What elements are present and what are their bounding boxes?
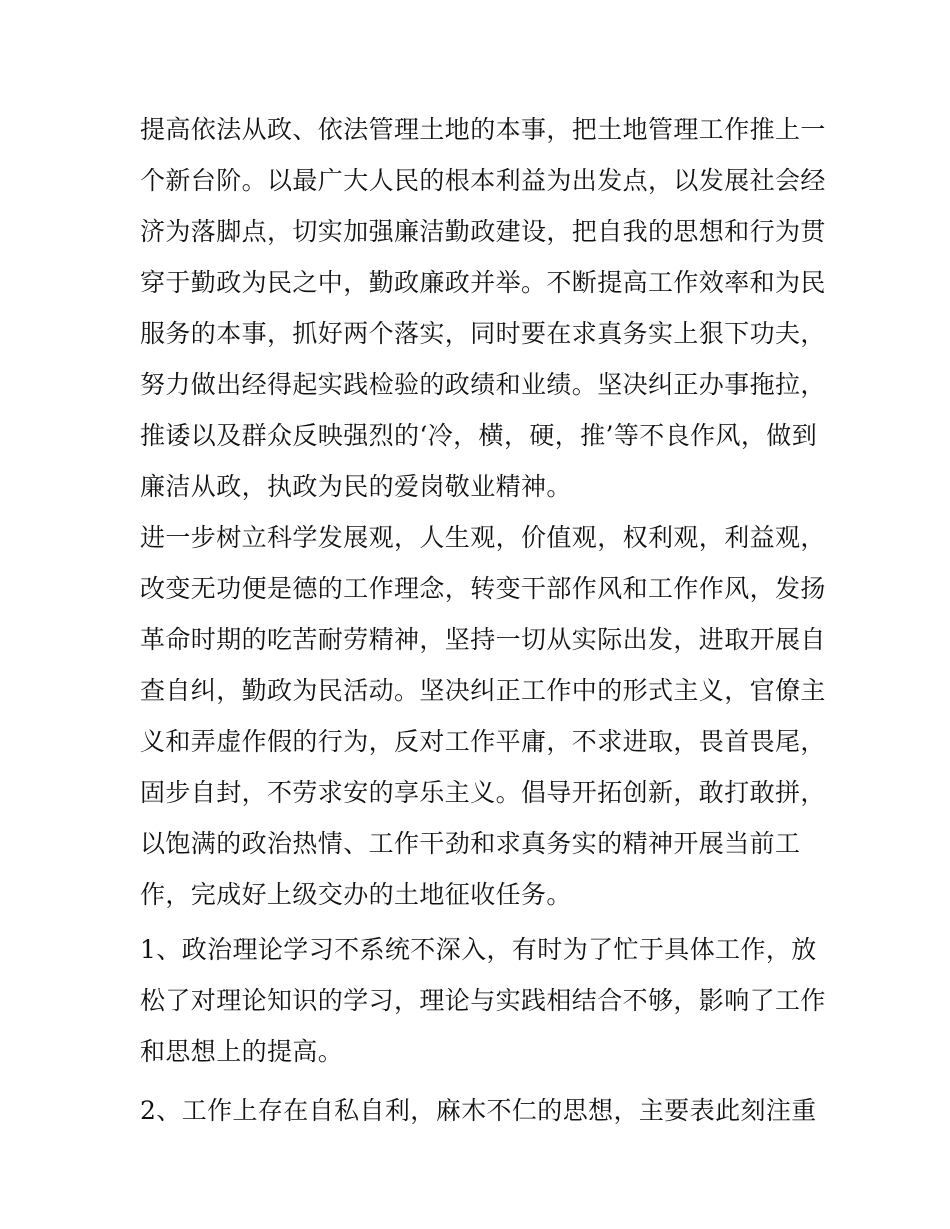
text-line: 推诿以及群众反映强烈的‘冷，横，硬，推’等不良作风，做到 (140, 421, 818, 450)
text-line: 济为落脚点，切实加强廉洁勤政建设，把自我的思想和行为贯 (140, 217, 826, 246)
text-line: 作，完成好上级交办的土地征收任务。 (140, 880, 572, 909)
text-line: 2、工作上存在自私自利，麻木不仁的思想，主要表此刻注重 (140, 1096, 817, 1125)
text-line: 以饱满的政治热情、工作干劲和求真务实的精神开展当前工 (140, 829, 801, 858)
text-line: 努力做出经得起实践检验的政绩和业绩。坚决纠正办事拖拉， (140, 370, 826, 399)
text-line: 服务的本事，抓好两个落实，同时要在求真务实上狠下功夫， (140, 319, 826, 348)
text-line: 1、政治理论学习不系统不深入，有时为了忙于具体工作，放 (140, 935, 817, 964)
text-line: 个新台阶。以最广大人民的根本利益为出发点，以发展社会经 (140, 166, 826, 195)
text-line: 松了对理论知识的学习，理论与实践相结合不够，影响了工作 (140, 986, 826, 1015)
text-line: 穿于勤政为民之中，勤政廉政并举。不断提高工作效率和为民 (140, 268, 826, 297)
text-line: 进一步树立科学发展观，人生观，价值观，权利观，利益观， (140, 523, 826, 552)
text-line: 革命时期的吃苦耐劳精神，坚持一切从实际出发，进取开展自 (140, 625, 826, 654)
text-line: 查自纠，勤政为民活动。坚决纠正工作中的形式主义，官僚主 (140, 676, 826, 705)
text-line: 固步自封，不劳求安的享乐主义。倡导开拓创新，敢打敢拼， (140, 778, 826, 807)
text-line: 和思想上的提高。 (140, 1037, 344, 1066)
text-line: 改变无功便是德的工作理念，转变干部作风和工作作风，发扬 (140, 574, 826, 603)
text-line: 义和弄虚作假的行为，反对工作平庸，不求进取，畏首畏尾， (140, 727, 826, 756)
body-text (140, 104, 830, 1136)
text-line: 提高依法从政、依法管理土地的本事，把土地管理工作推上一 (140, 115, 826, 144)
text-line: 廉洁从政，执政为民的爱岗敬业精神。 (140, 472, 572, 501)
